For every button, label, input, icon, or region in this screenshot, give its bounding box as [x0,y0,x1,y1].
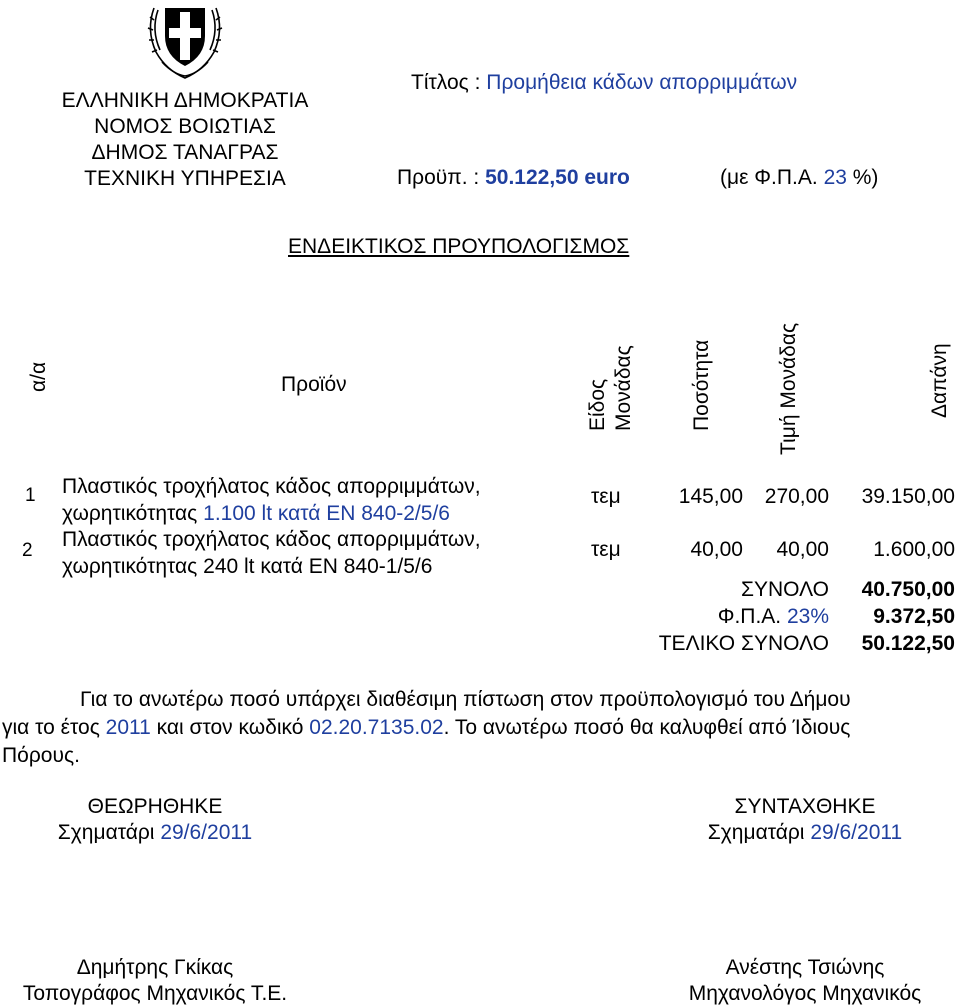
signatory-title: Μηχανολόγος Μηχανικός [688,982,922,1005]
page-title: ΕΝΔΕΙΚΤΙΚΟΣ ΠΡΟΥΠΟΛΟΓΙΣΜΟΣ [288,235,630,258]
row-index: 1 [25,485,36,506]
vat-label: Φ.Π.Α. 23% [717,605,829,628]
subtotal-label: ΣΥΝΟΛΟ [740,578,829,601]
subtotal-value: 40.750,00 [861,578,955,601]
row-quantity: 145,00 [678,485,743,508]
header-product: Προϊόν [281,373,347,396]
row-description: Πλαστικός τροχήλατος κάδος απορριμμάτων, χωρητικότητας 1.100 lt κατά ΕΝ 840-2/5/6 [62,475,481,525]
signature-date: Σχηματάρι 29/6/2011 [57,821,253,844]
row-quantity: 40,00 [690,538,743,561]
row-index: 2 [22,540,33,561]
funding-note: Για το ανωτέρω ποσό υπάρχει διαθέσιμη πίστωση στον προϋπολογισμό του Δήμου για το έτος 2011 και στον κωδικό 02.20.7135.02. Το ανωτέρω ποσό θα καλυφθεί από Ίδιους Πόρους. [2,688,851,767]
signature-heading: ΘΕΩΡΗΘΗΚΕ [87,795,223,818]
header-index: α/α [27,361,50,392]
title-value: Προμήθεια κάδων απορριμμάτων [486,71,798,94]
row-unit: τεμ [591,538,621,561]
signatory-title: Τοπογράφος Μηχανικός Τ.Ε. [22,982,288,1005]
row-description: Πλαστικός τροχήλατος κάδος απορριμμάτων, χωρητικότητας 240 lt κατά ΕΝ 840-1/5/6 [62,528,481,578]
signature-heading: ΣΥΝΤΑΧΘΗΚΕ [734,795,876,818]
signatory-name: Δημήτρης Γκίκας [76,956,234,979]
vat-percent: 23 [823,166,847,189]
row-unit: τεμ [591,485,621,508]
grand-total-label: ΤΕΛΙΚΟ ΣΥΝΟΛΟ [658,632,829,655]
row-cost: 1.600,00 [873,538,955,561]
header-unit-price: Τιμή Μονάδας [777,322,800,455]
org-line-municipality: ΔΗΜΟΣ ΤΑΝΑΓΡΑΣ [91,141,279,164]
org-line-prefecture: ΝΟΜΟΣ ΒΟΙΩΤΙΑΣ [94,115,276,138]
grand-total-value: 50.122,50 [861,632,955,655]
org-line-technical-service: ΤΕΧΝΙΚΗ ΥΠΗΡΕΣΙΑ [84,167,286,190]
greek-coat-of-arms-icon [140,0,230,80]
header-quantity: Ποσότητα [690,339,713,431]
project-title [411,72,797,93]
budget-line [397,167,630,188]
row-unit-price: 40,00 [776,538,829,561]
title-label: Τίτλος : [411,71,487,94]
org-line-republic: ΕΛΛΗΝΙΚΗ ΔΗΜΟΚΡΑΤΙΑ [61,89,309,112]
header-unit: Είδος Μονάδας [586,345,635,431]
budget-label: Προϋπ. : [397,166,486,189]
row-unit-price: 270,00 [764,485,829,508]
vat-value: 9.372,50 [873,605,955,628]
header-cost: Δαπάνη [928,343,951,418]
budget-value: 50.122,50 euro [485,166,630,189]
signature-date: Σχηματάρι 29/6/2011 [707,821,903,844]
row-cost: 39.150,00 [861,485,955,508]
vat-note: (με Φ.Π.Α. 23 %) [720,166,879,189]
signatory-name: Ανέστης Τσιώνης [725,956,885,979]
